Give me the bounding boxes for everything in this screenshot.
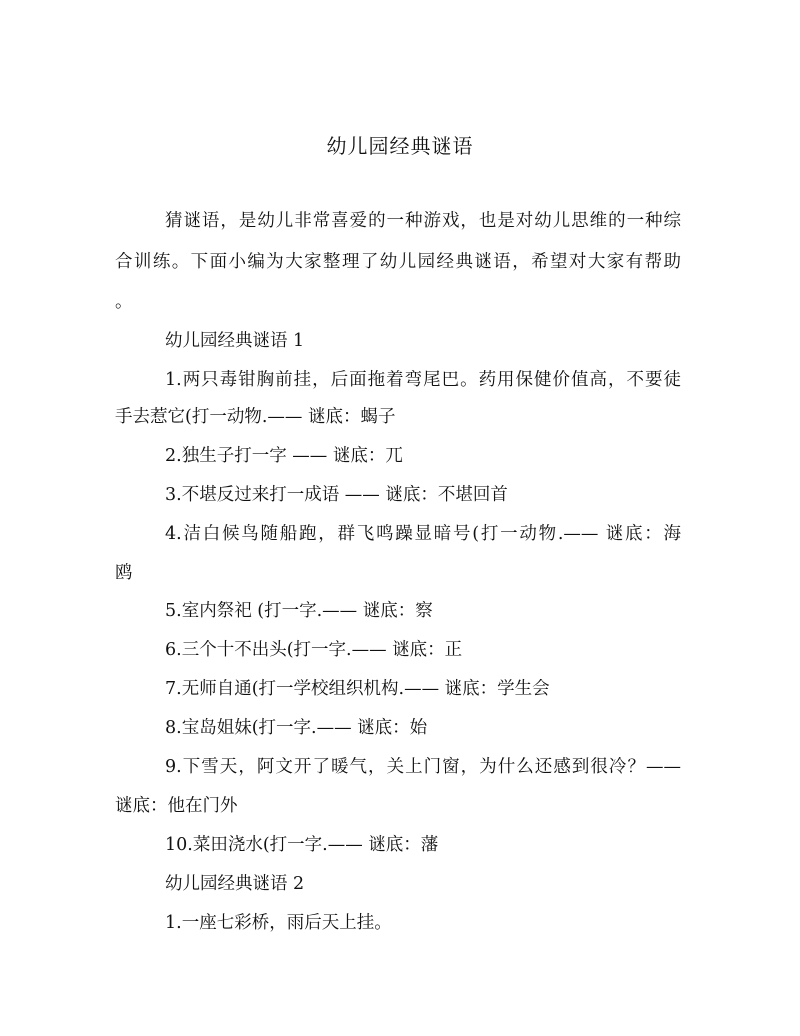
riddle-9-line-1: 9.下雪天，阿文开了暖气，关上门窗，为什么还感到很冷？—— (165, 757, 681, 777)
intro-line-3: 。 (115, 292, 133, 312)
riddle-4-line-2: 鸥 (115, 563, 133, 583)
riddle-3: 3.不堪反过来打一成语 —— 谜底：不堪回首 (165, 485, 508, 505)
intro-line-2: 合训练。下面小编为大家整理了幼儿园经典谜语，希望对大家有帮助 (115, 252, 681, 272)
riddle-2: 2.独生子打一字 —— 谜底：兀 (165, 446, 403, 466)
section-1-heading: 幼儿园经典谜语 1 (165, 331, 305, 351)
intro-line-1: 猜谜语，是幼儿非常喜爱的一种游戏，也是对幼儿思维的一种综 (165, 211, 681, 231)
riddle-1-line-1: 1.两只毒钳胸前挂，后面拖着弯尾巴。药用保健价值高，不要徒 (165, 370, 681, 390)
riddle-5: 5.室内祭祀 (打一字.—— 谜底：察 (165, 601, 433, 621)
riddle-1-line-2: 手去惹它(打一动物.—— 谜底：蝎子 (115, 407, 396, 427)
riddle-6: 6.三个十不出头(打一字.—— 谜底：正 (165, 640, 463, 660)
riddle-10: 10.菜田浇水(打一字.—— 谜底：藩 (165, 835, 439, 855)
riddle-8: 8.宝岛姐妹(打一字.—— 谜底：始 (165, 718, 428, 738)
section-2-heading: 幼儿园经典谜语 2 (165, 874, 305, 894)
riddle-7: 7.无师自通(打一学校组织机构.—— 谜底：学生会 (165, 679, 550, 699)
document-title: 幼儿园经典谜语 (326, 134, 474, 158)
riddle-9-line-2: 谜底：他在门外 (115, 796, 238, 816)
section-2-riddle-1: 1.一座七彩桥，雨后天上挂。 (165, 913, 392, 933)
riddle-4-line-1: 4.洁白候鸟随船跑，群飞鸣躁显暗号(打一动物.—— 谜底：海 (165, 524, 681, 544)
